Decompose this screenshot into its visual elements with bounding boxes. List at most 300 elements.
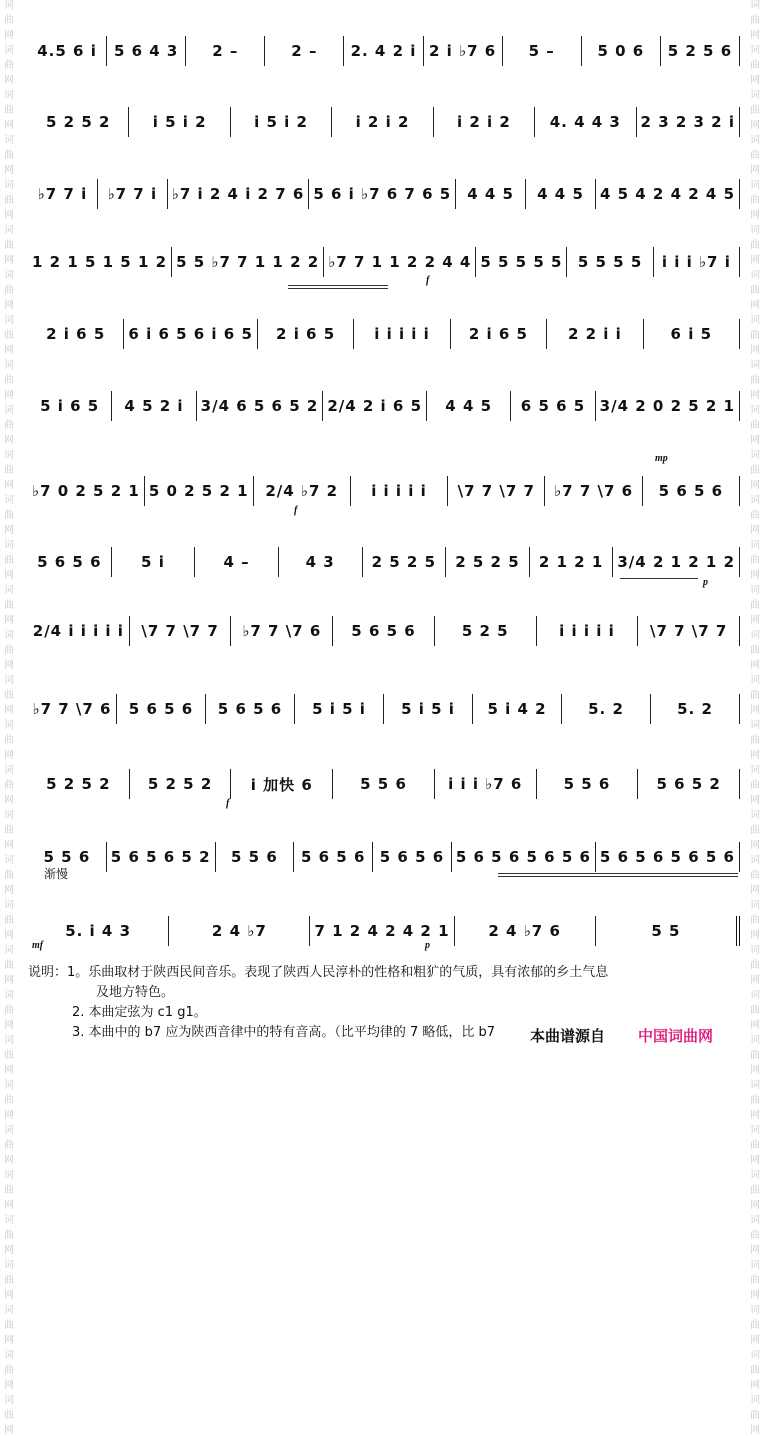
measure: 5 2 5: [435, 616, 537, 646]
measure: 5 5 6: [216, 842, 295, 872]
watermark-char: 词: [4, 135, 14, 146]
watermark-char: 曲: [750, 1230, 760, 1241]
watermark-char: 曲: [750, 735, 760, 746]
measure: 2 3 2 3 2 i: [637, 107, 740, 137]
measure: 5 5 5 5: [567, 247, 653, 277]
watermark-char: 网: [750, 165, 760, 176]
measure: 4 5 2 i: [112, 391, 196, 421]
watermark-char: 网: [750, 885, 760, 896]
measure: i 5 i 2: [129, 107, 230, 137]
watermark-char: 网: [750, 1200, 760, 1211]
source-label: 本曲谱源自: [530, 1027, 606, 1045]
watermark-char: 曲: [4, 1005, 14, 1016]
watermark-char: 词: [4, 180, 14, 191]
watermark-char: 网: [4, 705, 14, 716]
watermark-char: 网: [4, 1380, 14, 1391]
watermark-char: 曲: [750, 1185, 760, 1196]
watermark-char: 网: [4, 1200, 14, 1211]
measure: ♭7 7 \7 6: [28, 694, 117, 724]
watermark-char: 词: [4, 675, 14, 686]
watermark-char: 曲: [4, 1050, 14, 1061]
site-name-link[interactable]: 中国词曲网: [638, 1027, 714, 1045]
measure: 5 6 i ♭7 6 7 6 5: [309, 179, 456, 209]
watermark-char: 网: [4, 480, 14, 491]
crescendo-line: [498, 873, 738, 874]
measure: i i i ♭7 i: [654, 247, 740, 277]
measure: 2 5 2 5: [446, 547, 530, 577]
measure: 5 6 5 6: [117, 694, 206, 724]
measure: \7 7 \7 7: [448, 476, 545, 506]
watermark-char: 曲: [750, 60, 760, 71]
watermark-char: 网: [750, 1380, 760, 1391]
measure: 5 6 5 6: [294, 842, 373, 872]
watermark-char: 网: [4, 1245, 14, 1256]
watermark-char: 网: [750, 930, 760, 941]
watermark-char: 曲: [4, 105, 14, 116]
watermark-char: 词: [4, 810, 14, 821]
watermark-char: 词: [750, 990, 760, 1001]
watermark-char: 网: [4, 975, 14, 986]
watermark-char: 网: [4, 1110, 14, 1121]
measure: 2 1 2 1: [530, 547, 614, 577]
watermark-char: 网: [4, 615, 14, 626]
measure: i 2 i 2: [434, 107, 535, 137]
score-row: [28, 243, 740, 277]
note-item-1: 1。乐曲取材于陕西民间音乐。表现了陕西人民淳朴的性格和粗犷的气质，具有浓郁的乡土气息: [67, 965, 609, 980]
watermark-char: 词: [750, 900, 760, 911]
watermark-char: 曲: [750, 465, 760, 476]
watermark-char: 词: [4, 855, 14, 866]
measure: 2 i 6 5: [258, 319, 354, 349]
measure: 5 6 5 6: [333, 616, 435, 646]
watermark-char: 网: [750, 435, 760, 446]
measure: ♭7 7 1 1 2 2 4 4: [324, 247, 476, 277]
watermark-char: 网: [4, 210, 14, 221]
watermark-char: 网: [750, 795, 760, 806]
watermark-char: 网: [4, 885, 14, 896]
watermark-char: 词: [4, 0, 14, 11]
dynamic-forte: f: [294, 505, 298, 516]
watermark-char: 曲: [750, 1410, 760, 1421]
measure: 5. i 4 3: [28, 916, 169, 946]
watermark-char: 曲: [750, 555, 760, 566]
measure: 3/4 2 0 2 5 2 1: [596, 391, 740, 421]
watermark-char: 曲: [4, 1185, 14, 1196]
watermark-char: 曲: [750, 1275, 760, 1286]
watermark-char: 词: [750, 855, 760, 866]
watermark-char: 词: [4, 765, 14, 776]
measure: i i i i i: [351, 476, 448, 506]
watermark-char: 词: [750, 765, 760, 776]
measure: 5 2 5 2: [28, 107, 129, 137]
watermark-char: 网: [4, 435, 14, 446]
measure: 5 6 5 6 5 2: [107, 842, 216, 872]
watermark-char: 词: [750, 495, 760, 506]
measure: 5 5: [596, 916, 740, 946]
watermark-char: 曲: [750, 1365, 760, 1376]
watermark-char: 网: [750, 1110, 760, 1121]
watermark-char: 曲: [4, 465, 14, 476]
watermark-char: 词: [4, 225, 14, 236]
watermark-char: 网: [4, 1425, 14, 1436]
watermark-char: 词: [4, 630, 14, 641]
watermark-char: 词: [750, 540, 760, 551]
measure: 5 5 5 5 5: [476, 247, 567, 277]
measure: 2 4 ♭7 6: [455, 916, 596, 946]
watermark-char: 曲: [750, 330, 760, 341]
measure: i 5 i 2: [231, 107, 332, 137]
watermark-char: 词: [4, 1215, 14, 1226]
measure: ♭7 7 i: [28, 179, 98, 209]
score-row: [28, 387, 740, 421]
measure: 5 i 5 i: [384, 694, 473, 724]
measure: i 加快 6: [231, 769, 333, 799]
measure: 5 6 5 6 5 6 5 6: [452, 842, 596, 872]
watermark-char: 网: [4, 75, 14, 86]
watermark-char: 网: [750, 660, 760, 671]
watermark-char: 网: [4, 255, 14, 266]
watermark-char: 词: [4, 315, 14, 326]
watermark-char: 曲: [750, 825, 760, 836]
watermark-char: 网: [750, 975, 760, 986]
notes-heading: 说明：: [28, 965, 68, 980]
watermark-char: 词: [4, 1260, 14, 1271]
watermark-char: 曲: [750, 15, 760, 26]
dynamic-mezzo-piano: mp: [655, 453, 668, 464]
watermark-char: 词: [750, 450, 760, 461]
measure: i i i i i: [354, 319, 450, 349]
measure: 5 0 2 5 2 1: [145, 476, 254, 506]
watermark-char: 曲: [4, 1365, 14, 1376]
measure: 2 5 2 5: [363, 547, 447, 577]
watermark-char: 网: [4, 795, 14, 806]
measure: i 2 i 2: [332, 107, 433, 137]
score-row: [28, 765, 740, 799]
watermark-char: 词: [4, 270, 14, 281]
watermark-char: 词: [750, 630, 760, 641]
watermark-char: 网: [4, 345, 14, 356]
watermark-char: 词: [750, 1080, 760, 1091]
watermark-char: 曲: [4, 1275, 14, 1286]
watermark-char: 曲: [750, 870, 760, 881]
watermark-char: 网: [4, 300, 14, 311]
measure: 2 –: [265, 36, 344, 66]
watermark-char: 曲: [4, 915, 14, 926]
watermark-char: 词: [4, 360, 14, 371]
measure: 2/4 i i i i i: [28, 616, 130, 646]
watermark-char: 网: [750, 615, 760, 626]
note-item-3: 3. 本曲中的 b7 应为陕西音律中的特有音高。（比平均律的 7 略低，比 b7: [72, 1025, 496, 1040]
score-row: [28, 315, 740, 349]
crescendo-line: [498, 876, 738, 877]
measure: 5 6 5 6: [373, 842, 452, 872]
watermark-char: 曲: [750, 1095, 760, 1106]
measure: 4 4 5: [427, 391, 511, 421]
measure: 5 6 5 2: [638, 769, 740, 799]
measure: \7 7 \7 7: [130, 616, 232, 646]
watermark-char: 词: [4, 720, 14, 731]
measure: 5 5 ♭7 7 1 1 2 2: [172, 247, 324, 277]
measure: 5 2 5 6: [661, 36, 740, 66]
measure: 4 3: [279, 547, 363, 577]
note-item-2: 2. 本曲定弦为 c1 g1。: [72, 1005, 207, 1020]
watermark-char: 曲: [4, 1140, 14, 1151]
watermark-char: 网: [750, 1155, 760, 1166]
watermark-char: 曲: [4, 420, 14, 431]
watermark-left: [0, 0, 18, 1436]
watermark-char: 曲: [4, 195, 14, 206]
measure: 2 i 6 5: [28, 319, 124, 349]
measure: i i i ♭7 6: [435, 769, 537, 799]
measure: 5 5 6: [333, 769, 435, 799]
watermark-char: 词: [4, 540, 14, 551]
watermark-char: 曲: [750, 1320, 760, 1331]
measure: 5 5 6: [28, 842, 107, 872]
watermark-char: 曲: [750, 1050, 760, 1061]
measure: 5. 2: [562, 694, 651, 724]
watermark-char: 网: [4, 750, 14, 761]
watermark-char: 网: [4, 390, 14, 401]
watermark-char: 网: [750, 390, 760, 401]
measure: 1 2 1 5 1 5 1 2: [28, 247, 172, 277]
watermark-char: 网: [750, 1290, 760, 1301]
watermark-char: 曲: [4, 870, 14, 881]
measure: 5 i 4 2: [473, 694, 562, 724]
measure: 5 6 5 6: [206, 694, 295, 724]
measure: 5 i 6 5: [28, 391, 112, 421]
measure: 3/4 6 5 6 5 2: [197, 391, 324, 421]
measure: 5 i: [112, 547, 196, 577]
watermark-char: 词: [750, 1260, 760, 1271]
watermark-char: 网: [750, 840, 760, 851]
dynamic-forte: f: [226, 798, 230, 809]
dynamic-forte: f: [426, 275, 430, 286]
measure: ♭7 7 \7 6: [545, 476, 642, 506]
watermark-char: 词: [4, 90, 14, 101]
score-row: [28, 612, 740, 646]
measure: 5. 2: [651, 694, 740, 724]
measure: 3/4 2 1 2 1 2: [613, 547, 740, 577]
watermark-char: 词: [4, 45, 14, 56]
watermark-char: 词: [750, 1035, 760, 1046]
watermark-char: 网: [4, 525, 14, 536]
measure: ♭7 0 2 5 2 1: [28, 476, 145, 506]
watermark-char: 网: [4, 165, 14, 176]
watermark-char: 网: [750, 120, 760, 131]
watermark-char: 曲: [4, 285, 14, 296]
watermark-char: 曲: [750, 780, 760, 791]
score-row: [28, 103, 740, 137]
watermark-char: 词: [750, 810, 760, 821]
crescendo-line: [288, 285, 388, 286]
measure: 4 –: [195, 547, 279, 577]
watermark-char: 词: [750, 1395, 760, 1406]
measure: 5 6 4 3: [107, 36, 186, 66]
watermark-char: 曲: [750, 960, 760, 971]
watermark-char: 曲: [4, 1410, 14, 1421]
watermark-char: 词: [750, 720, 760, 731]
measure: 5 6 5 6: [643, 476, 740, 506]
measure: 5 0 6: [582, 36, 661, 66]
watermark-char: 词: [750, 1350, 760, 1361]
measure: 5 6 5 6 5 6 5 6: [596, 842, 740, 872]
score-row: [28, 472, 740, 506]
watermark-char: 词: [750, 135, 760, 146]
watermark-char: 曲: [4, 1230, 14, 1241]
diminuendo-line: [620, 578, 698, 579]
explanation-notes: [28, 963, 728, 1043]
watermark-char: 网: [750, 30, 760, 41]
watermark-char: 曲: [750, 195, 760, 206]
measure: 2 i 6 5: [451, 319, 547, 349]
measure: 2. 4 2 i: [344, 36, 423, 66]
watermark-char: 词: [750, 45, 760, 56]
watermark-char: 网: [4, 1155, 14, 1166]
watermark-char: 曲: [750, 645, 760, 656]
measure: 2 4 ♭7: [169, 916, 310, 946]
measure: 6 5 6 5: [511, 391, 595, 421]
watermark-char: 词: [4, 405, 14, 416]
watermark-char: 词: [750, 1305, 760, 1316]
measure: 5 2 5 2: [130, 769, 232, 799]
tempo-slowing-mark: 渐慢: [44, 867, 69, 881]
watermark-char: 网: [750, 300, 760, 311]
watermark-char: 词: [750, 90, 760, 101]
watermark-char: 曲: [4, 330, 14, 341]
score-row: [28, 912, 740, 946]
measure: 6 i 5: [644, 319, 740, 349]
watermark-char: 词: [750, 225, 760, 236]
measure: 5 i 5 i: [295, 694, 384, 724]
watermark-char: 词: [4, 1035, 14, 1046]
measure: 5 6 5 6: [28, 547, 112, 577]
watermark-char: 网: [4, 30, 14, 41]
watermark-char: 词: [750, 1215, 760, 1226]
measure: ♭7 7 \7 6: [231, 616, 333, 646]
watermark-char: 曲: [750, 600, 760, 611]
watermark-char: 网: [750, 525, 760, 536]
watermark-char: 词: [4, 1350, 14, 1361]
watermark-char: 曲: [4, 690, 14, 701]
watermark-char: 网: [750, 1065, 760, 1076]
score-row: [28, 690, 740, 724]
watermark-char: 网: [4, 570, 14, 581]
watermark-char: 曲: [4, 1095, 14, 1106]
watermark-char: 曲: [4, 15, 14, 26]
measure: 2 2 i i: [547, 319, 643, 349]
dynamic-piano: p: [703, 577, 708, 588]
watermark-char: 网: [750, 255, 760, 266]
watermark-char: 网: [750, 1020, 760, 1031]
watermark-char: 网: [4, 1065, 14, 1076]
measure: 4 4 5: [456, 179, 526, 209]
measure: 5 2 5 2: [28, 769, 130, 799]
watermark-char: 曲: [4, 150, 14, 161]
watermark-char: 网: [750, 750, 760, 761]
measure: 5 –: [503, 36, 582, 66]
watermark-char: 词: [4, 900, 14, 911]
watermark-char: 网: [750, 1245, 760, 1256]
measure: 5 5 6: [537, 769, 639, 799]
watermark-char: 网: [750, 570, 760, 581]
measure: ♭7 i 2 4 i 2 7 6: [168, 179, 310, 209]
watermark-char: 曲: [4, 555, 14, 566]
watermark-char: 曲: [750, 1005, 760, 1016]
measure: 7 1 2 4 2 4 2 1: [310, 916, 454, 946]
watermark-char: 网: [750, 1425, 760, 1436]
crescendo-line: [288, 288, 388, 289]
watermark-char: 曲: [750, 240, 760, 251]
watermark-char: 曲: [4, 960, 14, 971]
watermark-char: 词: [4, 1305, 14, 1316]
watermark-char: 词: [4, 1080, 14, 1091]
measure: \7 7 \7 7: [638, 616, 740, 646]
watermark-char: 曲: [750, 150, 760, 161]
watermark-char: 曲: [4, 1320, 14, 1331]
watermark-char: 网: [4, 1020, 14, 1031]
watermark-char: 网: [750, 480, 760, 491]
watermark-char: 曲: [4, 735, 14, 746]
watermark-char: 词: [4, 1395, 14, 1406]
score-row: [28, 32, 740, 66]
watermark-char: 曲: [750, 105, 760, 116]
measure: 6 i 6 5 6 i 6 5: [124, 319, 257, 349]
watermark-char: 词: [750, 1125, 760, 1136]
measure: 2/4 2 i 6 5: [323, 391, 427, 421]
watermark-char: 词: [750, 1170, 760, 1181]
watermark-char: 词: [750, 270, 760, 281]
watermark-char: 词: [750, 945, 760, 956]
watermark-char: 词: [4, 990, 14, 1001]
watermark-char: 网: [4, 120, 14, 131]
score-row: [28, 175, 740, 209]
watermark-char: 曲: [750, 510, 760, 521]
measure: 2 –: [186, 36, 265, 66]
watermark-char: 曲: [750, 690, 760, 701]
dynamic-mezzo-forte: mf: [32, 940, 44, 951]
watermark-char: 曲: [4, 600, 14, 611]
watermark-char: 网: [4, 930, 14, 941]
watermark-char: 网: [750, 705, 760, 716]
watermark-char: 曲: [750, 420, 760, 431]
watermark-char: 曲: [4, 375, 14, 386]
score-row: [28, 543, 740, 577]
watermark-char: 词: [750, 0, 760, 11]
measure: 2 i ♭7 6: [424, 36, 503, 66]
watermark-char: 词: [750, 180, 760, 191]
watermark-char: 网: [750, 345, 760, 356]
watermark-char: 曲: [750, 1140, 760, 1151]
measure: 4 5 4 2 4 2 4 5: [596, 179, 740, 209]
score-row: [28, 838, 740, 872]
watermark-char: 词: [750, 585, 760, 596]
measure: 2/4 ♭7 2: [254, 476, 351, 506]
measure: 4. 4 4 3: [535, 107, 636, 137]
watermark-char: 词: [4, 1125, 14, 1136]
watermark-char: 词: [4, 945, 14, 956]
watermark-char: 词: [4, 450, 14, 461]
watermark-char: 词: [750, 360, 760, 371]
watermark-char: 词: [4, 585, 14, 596]
measure: 4.5 6 i: [28, 36, 107, 66]
dynamic-piano: p: [425, 940, 430, 951]
watermark-char: 词: [750, 675, 760, 686]
measure: i i i i i: [537, 616, 639, 646]
watermark-char: 网: [750, 75, 760, 86]
watermark-char: 网: [4, 1290, 14, 1301]
measure: 4 4 5: [526, 179, 596, 209]
watermark-char: 词: [4, 1170, 14, 1181]
